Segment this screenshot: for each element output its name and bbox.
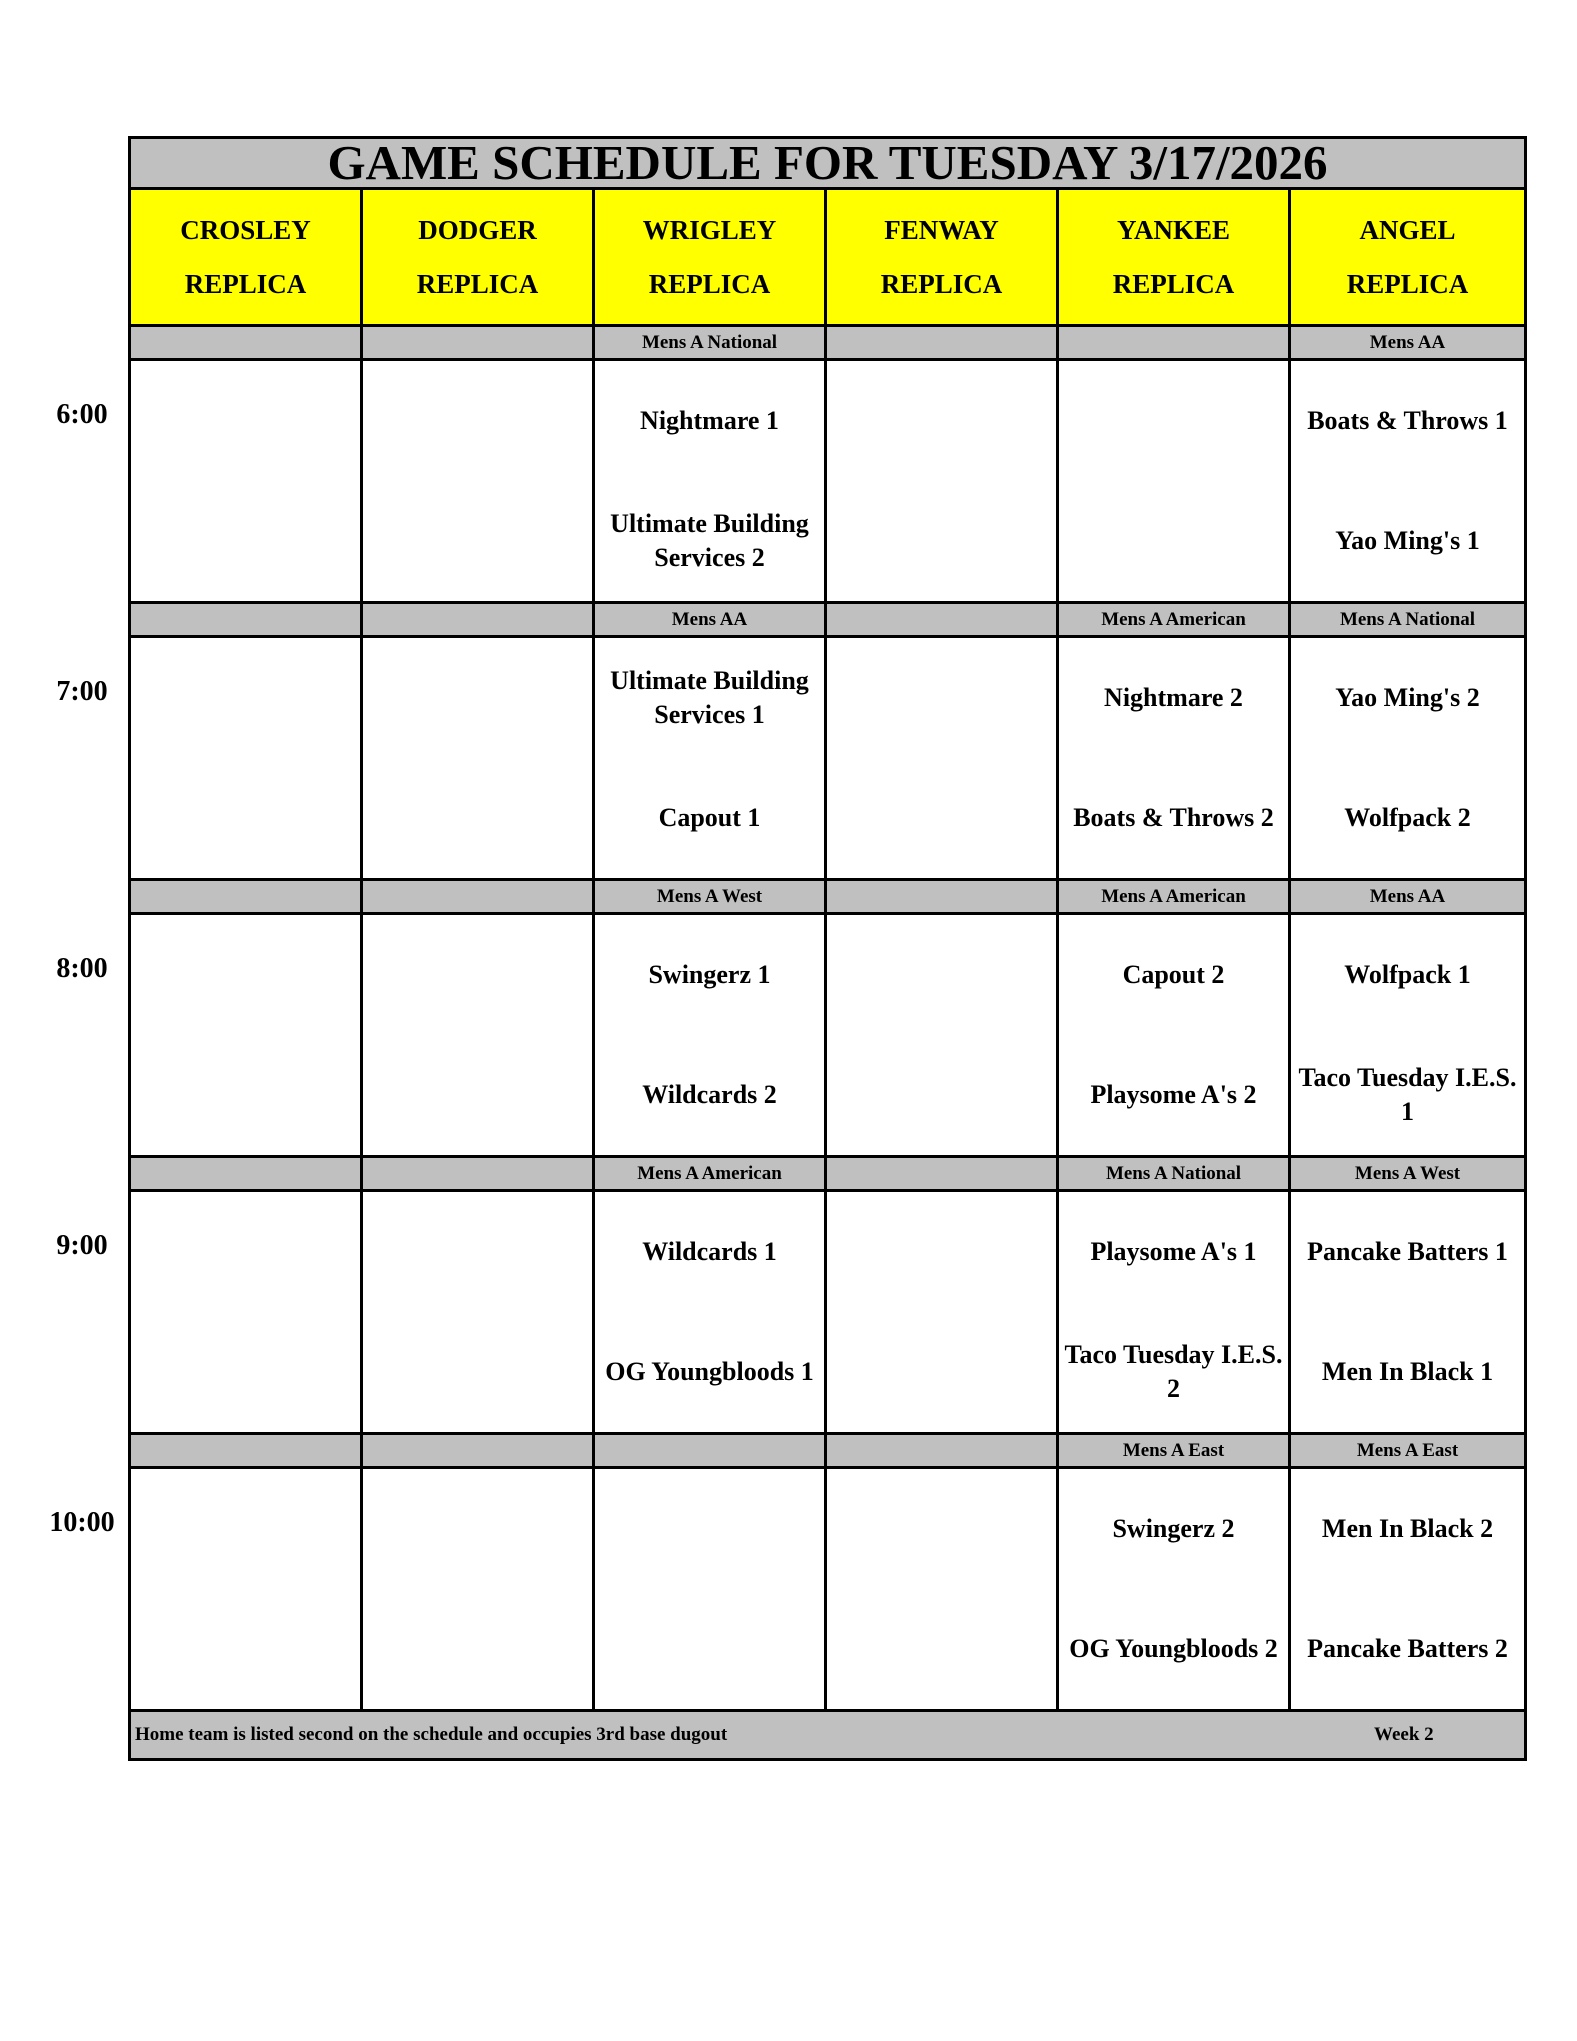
game-row	[130, 1191, 1526, 1434]
division-row	[130, 1157, 1526, 1191]
matchup	[1291, 361, 1524, 601]
game-cell	[1290, 637, 1526, 880]
matchup	[1059, 361, 1288, 601]
away-team: Capout 2	[1122, 960, 1225, 989]
away-team: Boats & Throws 1	[1307, 406, 1508, 435]
division-label: Mens A American	[594, 1157, 826, 1191]
home-team: Pancake Batters 2	[1307, 1634, 1508, 1663]
home-team: Wolfpack 2	[1344, 803, 1471, 832]
field-name: DODGER	[418, 215, 537, 245]
division-label: Mens AA	[1290, 880, 1526, 914]
field-type: REPLICA	[184, 269, 307, 299]
matchup	[131, 915, 360, 1155]
matchup	[827, 638, 1056, 878]
matchup	[1291, 638, 1524, 878]
home-team	[363, 1035, 592, 1155]
field-name: ANGEL	[1359, 215, 1456, 245]
away-team: Swingerz 1	[648, 960, 771, 989]
game-cell	[130, 1468, 362, 1711]
time-slot-label: 6:00	[56, 399, 108, 430]
game-cell	[1290, 1468, 1526, 1711]
away-team	[131, 915, 360, 1035]
away-team: Men In Black 2	[1321, 1514, 1494, 1543]
game-cell	[362, 914, 594, 1157]
home-team	[363, 758, 592, 878]
game-cell	[1290, 360, 1526, 603]
matchup	[363, 1192, 592, 1432]
game-cell	[130, 360, 362, 603]
home-team: Ultimate Building Services 2	[610, 509, 809, 572]
home-team: Capout 1	[658, 803, 761, 832]
game-cell	[594, 637, 826, 880]
home-team	[131, 1035, 360, 1155]
field-name: WRIGLEY	[642, 215, 777, 245]
division-label: Mens AA	[594, 603, 826, 637]
home-team	[827, 758, 1056, 878]
game-cell	[362, 1468, 594, 1711]
title-row	[130, 138, 1526, 189]
game-cell	[826, 914, 1058, 1157]
division-label: Mens A West	[1290, 1157, 1526, 1191]
matchup	[131, 361, 360, 601]
away-team	[827, 915, 1056, 1035]
away-team: Wolfpack 1	[1344, 960, 1471, 989]
game-cell	[130, 637, 362, 880]
division-label	[362, 1434, 594, 1468]
division-label	[362, 603, 594, 637]
field-type: REPLICA	[648, 269, 771, 299]
matchup	[131, 1469, 360, 1709]
away-team	[363, 915, 592, 1035]
home-team	[363, 481, 592, 601]
field-header-crosley	[130, 189, 362, 326]
time-slot-label: 10:00	[49, 1507, 115, 1538]
away-team: Swingerz 2	[1112, 1514, 1235, 1543]
matchup	[827, 1469, 1056, 1709]
home-team: Playsome A's 2	[1090, 1080, 1257, 1109]
division-label	[362, 1157, 594, 1191]
away-team	[363, 361, 592, 481]
matchup	[827, 361, 1056, 601]
home-team	[827, 1312, 1056, 1432]
away-team	[131, 361, 360, 481]
game-cell	[1290, 914, 1526, 1157]
matchup	[363, 1469, 592, 1709]
game-cell	[1058, 1468, 1290, 1711]
away-team: Nightmare 2	[1104, 683, 1243, 712]
field-name: CROSLEY	[180, 215, 311, 245]
home-team	[363, 1589, 592, 1709]
away-team: Wildcards 1	[642, 1237, 777, 1266]
away-team	[131, 1469, 360, 1589]
division-label	[362, 326, 594, 360]
matchup	[1059, 915, 1288, 1155]
matchup	[363, 915, 592, 1155]
game-cell	[1058, 637, 1290, 880]
home-team	[131, 1312, 360, 1432]
game-cell	[130, 914, 362, 1157]
home-team: Taco Tuesday I.E.S. 2	[1064, 1340, 1283, 1403]
away-team	[827, 361, 1056, 481]
away-team	[363, 1192, 592, 1312]
game-cell	[1290, 1191, 1526, 1434]
home-team: Taco Tuesday I.E.S. 1	[1298, 1063, 1517, 1126]
division-label	[826, 1157, 1058, 1191]
game-row	[130, 914, 1526, 1157]
division-label: Mens A East	[1058, 1434, 1290, 1468]
division-label: Mens A East	[1290, 1434, 1526, 1468]
week-label: Week 2	[1374, 1724, 1434, 1745]
footer-row	[130, 1711, 1526, 1760]
division-row	[130, 603, 1526, 637]
away-team: Ultimate Building Services 1	[610, 666, 809, 729]
game-cell	[362, 637, 594, 880]
home-team	[131, 481, 360, 601]
game-cell	[1058, 360, 1290, 603]
game-cell	[594, 1191, 826, 1434]
matchup	[595, 361, 824, 601]
home-team	[827, 481, 1056, 601]
division-label: Mens A National	[594, 326, 826, 360]
game-cell	[362, 360, 594, 603]
field-header-fenway	[826, 189, 1058, 326]
division-label: Mens A West	[594, 880, 826, 914]
home-team	[363, 1312, 592, 1432]
home-team	[595, 1589, 824, 1709]
game-cell	[826, 1468, 1058, 1711]
division-label	[130, 1434, 362, 1468]
division-label: Mens A National	[1290, 603, 1526, 637]
away-team: Pancake Batters 1	[1307, 1237, 1508, 1266]
away-team: Nightmare 1	[640, 406, 779, 435]
game-cell	[130, 1191, 362, 1434]
home-team	[131, 1589, 360, 1709]
home-team	[1059, 481, 1288, 601]
field-type: REPLICA	[1346, 269, 1469, 299]
game-cell	[826, 1191, 1058, 1434]
division-label	[362, 880, 594, 914]
matchup	[1291, 1192, 1524, 1432]
away-team	[363, 1469, 592, 1589]
away-team: Yao Ming's 2	[1335, 683, 1480, 712]
field-header-wrigley	[594, 189, 826, 326]
division-label	[130, 603, 362, 637]
field-type: REPLICA	[1112, 269, 1235, 299]
home-team: OG Youngbloods 2	[1069, 1634, 1278, 1663]
home-team: Wildcards 2	[642, 1080, 777, 1109]
game-cell	[826, 637, 1058, 880]
away-team	[1059, 361, 1288, 481]
home-team: Men In Black 1	[1321, 1357, 1494, 1386]
home-team: Yao Ming's 1	[1335, 526, 1480, 555]
away-team	[131, 638, 360, 758]
division-label	[1058, 326, 1290, 360]
division-label	[594, 1434, 826, 1468]
division-label: Mens A American	[1058, 603, 1290, 637]
matchup	[595, 1192, 824, 1432]
division-row	[130, 326, 1526, 360]
field-header-angel	[1290, 189, 1526, 326]
division-label: Mens AA	[1290, 326, 1526, 360]
matchup	[595, 1469, 824, 1709]
division-label: Mens A National	[1058, 1157, 1290, 1191]
matchup	[827, 1192, 1056, 1432]
matchup	[1291, 915, 1524, 1155]
division-label	[826, 603, 1058, 637]
away-team	[827, 638, 1056, 758]
division-label	[826, 326, 1058, 360]
home-team-note: Home team is listed second on the schedule and occupies 3rd base dugout	[135, 1724, 728, 1745]
away-team	[595, 1469, 824, 1589]
matchup	[1059, 638, 1288, 878]
time-slot-label: 7:00	[56, 676, 108, 707]
matchup	[827, 915, 1056, 1155]
field-name: FENWAY	[884, 215, 999, 245]
game-cell	[1058, 1191, 1290, 1434]
home-team	[827, 1589, 1056, 1709]
matchup	[1059, 1469, 1288, 1709]
field-header-dodger	[362, 189, 594, 326]
matchup	[363, 638, 592, 878]
home-team	[827, 1035, 1056, 1155]
field-header-yankee	[1058, 189, 1290, 326]
division-label: Mens A American	[1058, 880, 1290, 914]
home-team: OG Youngbloods 1	[605, 1357, 814, 1386]
field-header-row	[130, 189, 1526, 326]
division-row	[130, 1434, 1526, 1468]
home-team: Boats & Throws 2	[1073, 803, 1274, 832]
matchup	[595, 915, 824, 1155]
time-slot-label: 8:00	[56, 953, 108, 984]
matchup	[1059, 1192, 1288, 1432]
away-team	[827, 1469, 1056, 1589]
field-type: REPLICA	[416, 269, 539, 299]
schedule-table	[128, 136, 1527, 1761]
game-cell	[1058, 914, 1290, 1157]
away-team	[131, 1192, 360, 1312]
division-label	[130, 1157, 362, 1191]
game-cell	[594, 1468, 826, 1711]
division-label	[826, 1434, 1058, 1468]
away-team	[827, 1192, 1056, 1312]
field-name: YANKEE	[1116, 215, 1231, 245]
matchup	[1291, 1469, 1524, 1709]
away-team	[363, 638, 592, 758]
field-type: REPLICA	[880, 269, 1003, 299]
game-cell	[826, 360, 1058, 603]
schedule-title: GAME SCHEDULE FOR TUESDAY 3/17/2026	[130, 138, 1526, 189]
matchup	[363, 361, 592, 601]
home-team	[131, 758, 360, 878]
division-label	[130, 326, 362, 360]
matchup	[595, 638, 824, 878]
division-label	[130, 880, 362, 914]
time-slot-label: 9:00	[56, 1230, 108, 1261]
matchup	[131, 1192, 360, 1432]
game-cell	[594, 914, 826, 1157]
game-cell	[594, 360, 826, 603]
game-row	[130, 1468, 1526, 1711]
division-row	[130, 880, 1526, 914]
matchup	[131, 638, 360, 878]
game-row	[130, 360, 1526, 603]
game-cell	[362, 1191, 594, 1434]
footer-bar	[130, 1711, 1526, 1760]
division-label	[826, 880, 1058, 914]
away-team: Playsome A's 1	[1090, 1237, 1257, 1266]
game-row	[130, 637, 1526, 880]
